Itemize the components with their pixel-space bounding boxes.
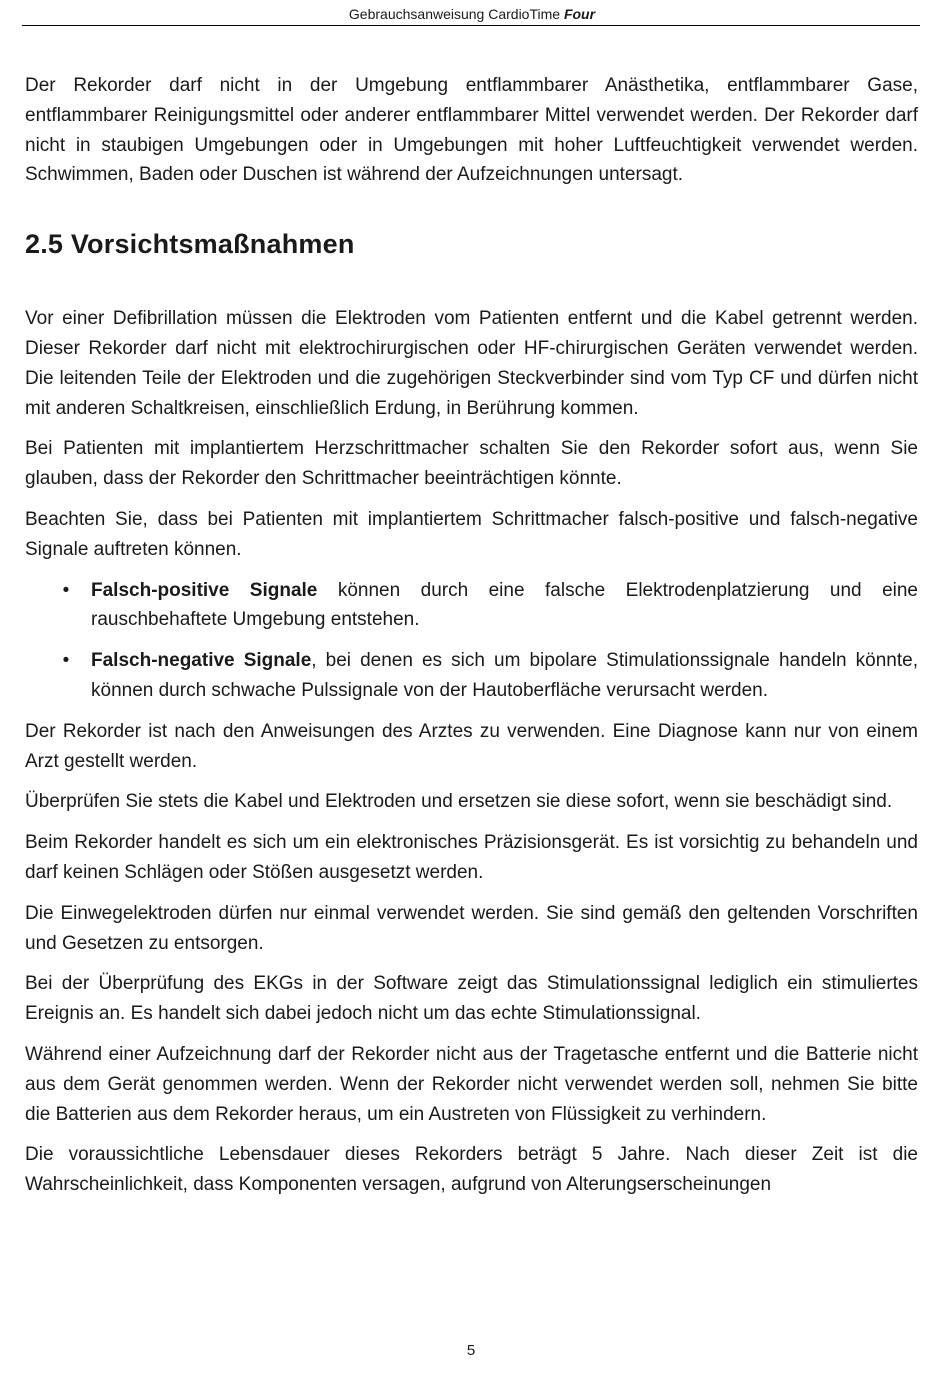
page-header [24, 4, 920, 24]
bullet-dot: • [62, 579, 70, 601]
bullet-dot: • [62, 650, 70, 672]
header-divider [22, 25, 920, 26]
paragraph-ecg-software: Bei der Überprüfung des EKGs in der Software zeigt das Stimulationssignal lediglich ein stimuliertes Ereignis an. Es handelt sich dabei jedoch nicht um das echte Stimulationssignal. [25, 973, 918, 1025]
paragraph-check-cables: Überprüfen Sie stets die Kabel und Elektroden und ersetzen sie diese sofort, wenn sie beschädigt sind. [25, 791, 893, 813]
intro-paragraph: Der Rekorder darf nicht in der Umgebung entflammbarer Anästhetika, entflammbarer Gase, entflammbarer Reinigungsmittel oder anderer entflammbarer Mittel verwendet werden. Der Rekorder darf nicht in staubigen Umgebungen oder in Umgebungen mit hoher Luftfeuchtigkeit verwendet werden. Schwimmen, Baden oder Duschen ist während der Aufzeichnungen untersagt. [25, 75, 918, 186]
paragraph-defibrillation: Vor einer Defibrillation müssen die Elektroden vom Patienten entfernt und die Kabel getrennt werden. Dieser Rekorder darf nicht mit elektrochirurgischen oder HF-chirurgischen Geräten verwendet werden. Die leitenden Teile der Elektroden und die zugehörigen Steckverbinder sind vom Typ CF und dürfen nicht mit anderen Schaltkreisen, einschließlich Erdung, in Berührung kommen. [25, 308, 918, 419]
signal-bullet-list [25, 576, 918, 706]
section-heading: 2.5 Vorsichtsmaßnahmen [25, 229, 355, 260]
list-item [25, 646, 918, 706]
paragraph-disposable-electrodes: Die Einwegelektroden dürfen nur einmal verwendet werden. Sie sind gemäß den geltenden Vorschriften und Gesetzen zu entsorgen. [25, 902, 918, 954]
bullet-term: Falsch-positive Signale [91, 579, 318, 601]
bullet-text: können durch eine falsche Elektrodenplatzierung und eine rauschbehaftete Umgebung entstehen. [91, 579, 919, 631]
paragraph-doctor-instructions: Der Rekorder ist nach den Anweisungen des Arztes zu verwenden. Eine Diagnose kann nur von einem Arzt gestellt werden. [25, 720, 918, 772]
bullet-term: Falsch-negative Signale [91, 650, 312, 672]
paragraph-recording-battery: Während einer Aufzeichnung darf der Rekorder nicht aus der Tragetasche entfernt und die Batterie nicht aus dem Gerät genommen werden. Wenn der Rekorder nicht verwendet werden soll, nehmen Sie bitte die Batterien aus dem Rekorder heraus, um ein Austreten von Flüssigkeit zu verhindern. [25, 1043, 918, 1125]
page-body [25, 71, 918, 1211]
page-number: 5 [466, 1342, 476, 1359]
paragraph-signals-note: Beachten Sie, dass bei Patienten mit implantiertem Schrittmacher falsch-positive und falsch-negative Signale auftreten können. [25, 508, 918, 560]
list-item [25, 576, 918, 636]
header-title: Gebrauchsanweisung CardioTime [348, 6, 564, 22]
bullet-text: , bei denen es sich um bipolare Stimulationssignale handeln könnte, können durch schwache Pulssignale von der Hautoberfläche verursacht werden. [91, 650, 918, 701]
header-brand: Four [563, 6, 596, 22]
paragraph-lifetime: Die voraussichtliche Lebensdauer dieses Rekorders beträgt 5 Jahre. Nach dieser Zeit ist die Wahrscheinlichkeit, dass Komponenten versagen, aufgrund von Alterungserscheinungen [25, 1144, 918, 1196]
paragraph-pacemaker: Bei Patienten mit implantiertem Herzschrittmacher schalten Sie den Rekorder sofort aus, wenn Sie glauben, dass der Rekorder den Schrittmacher beeinträchtigen könnte. [25, 438, 918, 490]
paragraph-precision-device: Beim Rekorder handelt es sich um ein elektronisches Präzisionsgerät. Es ist vorsichtig zu behandeln und darf keinen Schlägen oder Stößen ausgesetzt werden. [25, 832, 918, 883]
